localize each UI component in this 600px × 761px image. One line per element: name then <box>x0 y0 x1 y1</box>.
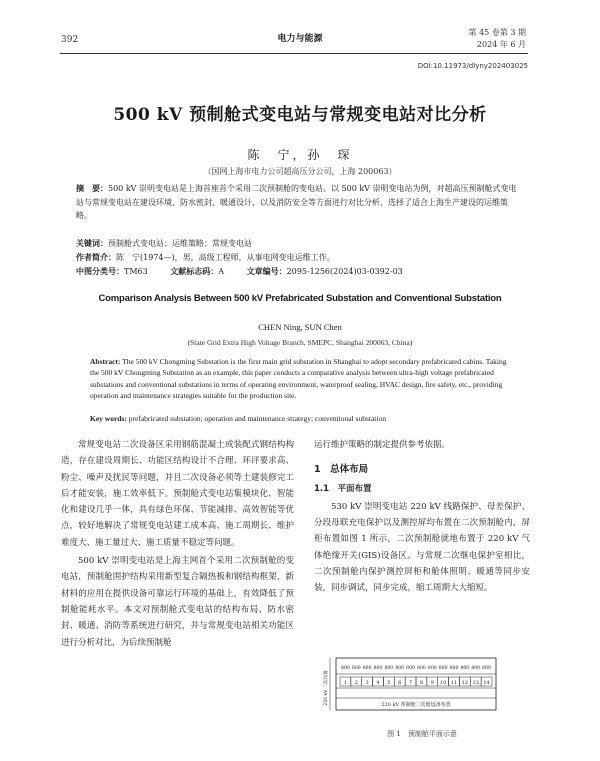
cabinet-number-row <box>340 677 492 686</box>
cabinet-width-label: 800 <box>460 666 470 671</box>
cabinet-width-label: 800 <box>438 666 448 671</box>
body-right-column <box>314 437 530 599</box>
page-number: 392 <box>61 35 79 45</box>
author-bio-label: 作者简介： <box>76 252 116 262</box>
cabinet-number: 6 <box>398 680 402 686</box>
paper-title: 500 kV 预制舱式变电站与常规变电站对比分析 <box>113 105 487 125</box>
cabinet-number: 11 <box>450 680 458 686</box>
author-bio: 陈 宁(1974—)，男，高级工程师，从事电网变电运维工作。 <box>116 253 335 262</box>
english-abstract <box>90 356 510 402</box>
authors: 陈 宁，孙 琛 <box>247 148 353 162</box>
section-heading: 1 总体布局 <box>314 464 369 476</box>
cabinet-width-label: 800 <box>351 666 361 671</box>
clc-group <box>76 267 148 276</box>
english-keywords <box>90 414 530 423</box>
figure-bottom-label: 220 kV 预制舱二次舱设备布置 <box>381 702 451 708</box>
english-abstract-label: Abstract: <box>90 357 121 366</box>
english-abstract-text: The 500 kV Chongming Substation is the first main grid substation in Shanghai to adopt secondary prefabricated cabins. Taking the 500 kV Chongming Substation as an example, this paper conducts a comparative analysis between ultra-high voltage prefabricated substations and conventional substations in terms of operating environment, waterproof sealing, HVAC design, fire safety, etc., providing operation and maintenance strategies suitable for the production site. <box>90 357 507 401</box>
clc-code: TM63 <box>124 267 148 276</box>
cabinet-number: 10 <box>439 680 447 686</box>
side-label: 220 kV 二次设备 <box>324 670 329 706</box>
article-id: 2095-1256(2024)03-0392-03 <box>286 267 403 276</box>
cabinet-number: 14 <box>483 680 490 686</box>
cabinet-number: 1 <box>343 680 348 686</box>
english-affiliation: (State Grid Extra High Voltage Branch, SMEPC, Shanghai 200063, China) <box>187 338 413 347</box>
figure-caption: 图 1 预制舱平面示意 <box>387 730 457 738</box>
abstract-label: 摘 要： <box>76 183 108 193</box>
body-left-column <box>61 437 294 653</box>
author-bio-line <box>76 252 522 263</box>
cabinet-width-label: 800 <box>373 666 383 671</box>
body-paragraph: 530 kV 崇明变电站 220 kV 线路保护、母差保护、分段母联充电保护以及测控屏均布置在二次预制舱内，屏柜布置如图 1 所示，二次预制舱就地布置于 220 kV 气体绝缘开关(GIS)设备区。与常规二次继电保护室相比，二次预制舱内保护测控屏柜和舱体照明、暖通等同步安装，同步调试，同步完成，缩工周期大大缩短。 <box>314 501 530 594</box>
chinese-abstract <box>76 182 522 223</box>
cabinet-width-label: 800 <box>482 666 491 671</box>
doc-code-label: 文献标志码： <box>170 266 219 276</box>
english-keywords-text: prefabricated substation; operation and maintenance strategy; conventional substation <box>128 414 386 423</box>
classification-line <box>76 266 522 277</box>
volume-issue-line: 第 45 卷第 3 期 <box>468 28 526 37</box>
journal-name: 电力与能源 <box>277 34 323 44</box>
header-rule <box>60 53 528 54</box>
body-paragraph: 500 kV 崇明变电站是上海主网首个采用二次预制舱的变电站，预制舱围护结构采用新型复合隔热板和钢结构框架，新材料的应用在提供设备可靠运行环境的基础上，有效降低了预制舱能耗水平。本文对预制舱式变电站的结构布局、防水密封、暖通、消防等系统进行研究，并与常规变电站相关功能区进行分析对比，为后续预制舱 <box>61 556 294 648</box>
cabinet-number: 8 <box>419 680 424 686</box>
clc-label: 中图分类号： <box>76 266 124 276</box>
subsection-heading: 1.1 平面布置 <box>314 483 372 494</box>
cabinet-number: 7 <box>408 680 413 686</box>
doc-code-group <box>170 267 224 276</box>
cabinet-number: 3 <box>365 680 369 686</box>
cabinet-width-label: 800 <box>406 666 415 671</box>
cabinet-width-label: 800 <box>449 666 459 671</box>
body-paragraph: 运行维护策略的制定提供参考依据。 <box>314 440 451 450</box>
abstract-text: 500 kV 崇明变电站是上海首座首个采用二次预制舱的变电站。以 500 kV 崇明变电站为例，对超高压预制舱式变电站与常规变电站在建设环境、防水密封、暖通设计、以及消防安全等方面进行对比分析，选择了适合上海生产建设的运维策略。 <box>76 184 517 220</box>
cabinet-number: 5 <box>387 680 391 686</box>
body-paragraph: 常规变电站二次设备区采用钢筋混凝土或装配式钢结构构造，存在建设周期长、功能区结构设计不合理、环评要求高、粉尘、噪声及扰民等问题，并且二次设备必须等土建装修完工后才能安装，施工效率低下。预制舱式变电站集模块化、智能化和建设几乎一体，具有绿色环保、节能减排、高效智能等优点，较好地解决了常规变电站建工成本高、施工周期长、维护难度大、施工量过大、施工质量不稳定等问题。 <box>61 440 294 548</box>
cabinet-width-label: 800 <box>471 666 481 671</box>
cabinet-number: 12 <box>461 680 469 686</box>
cabinet-number: 13 <box>472 680 479 686</box>
keywords-line <box>76 238 522 249</box>
cabinet-width-row <box>341 665 491 671</box>
english-keywords-label: Key words: <box>90 414 127 423</box>
english-authors: CHEN Ning, SUN Chen <box>258 322 342 332</box>
keywords: 预制舱式变电站；运维策略；常规变电站 <box>108 239 252 248</box>
cabinet-number: 2 <box>354 680 358 686</box>
doc-code: A <box>218 267 225 276</box>
article-id-group <box>247 267 403 276</box>
cabin-layout-figure <box>322 652 502 724</box>
volume-issue <box>469 27 526 51</box>
english-title: Comparison Analysis Between 500 kV Prefabricated Substation and Conventional Substation <box>98 293 502 304</box>
cabinet-width-label: 800 <box>417 666 426 671</box>
cabinet-width-label: 800 <box>395 666 405 671</box>
article-id-label: 文章编号： <box>246 266 287 276</box>
cabinet-width-label: 800 <box>427 666 437 671</box>
cabinet-width-label: 800 <box>341 666 350 671</box>
cabinet-number: 9 <box>430 680 434 686</box>
cabinet-width-label: 800 <box>362 666 372 671</box>
keywords-label: 关键词： <box>76 238 108 248</box>
affiliation: （国网上海市电力公司超高压分公司，上海 200063） <box>203 167 397 176</box>
issue-date: 2024 年 6 月 <box>476 40 526 49</box>
cabinet-number: 4 <box>376 680 380 686</box>
doi: DOI:10.11973/dlyny202403025 <box>417 62 528 70</box>
cabinet-width-label: 800 <box>384 666 394 671</box>
